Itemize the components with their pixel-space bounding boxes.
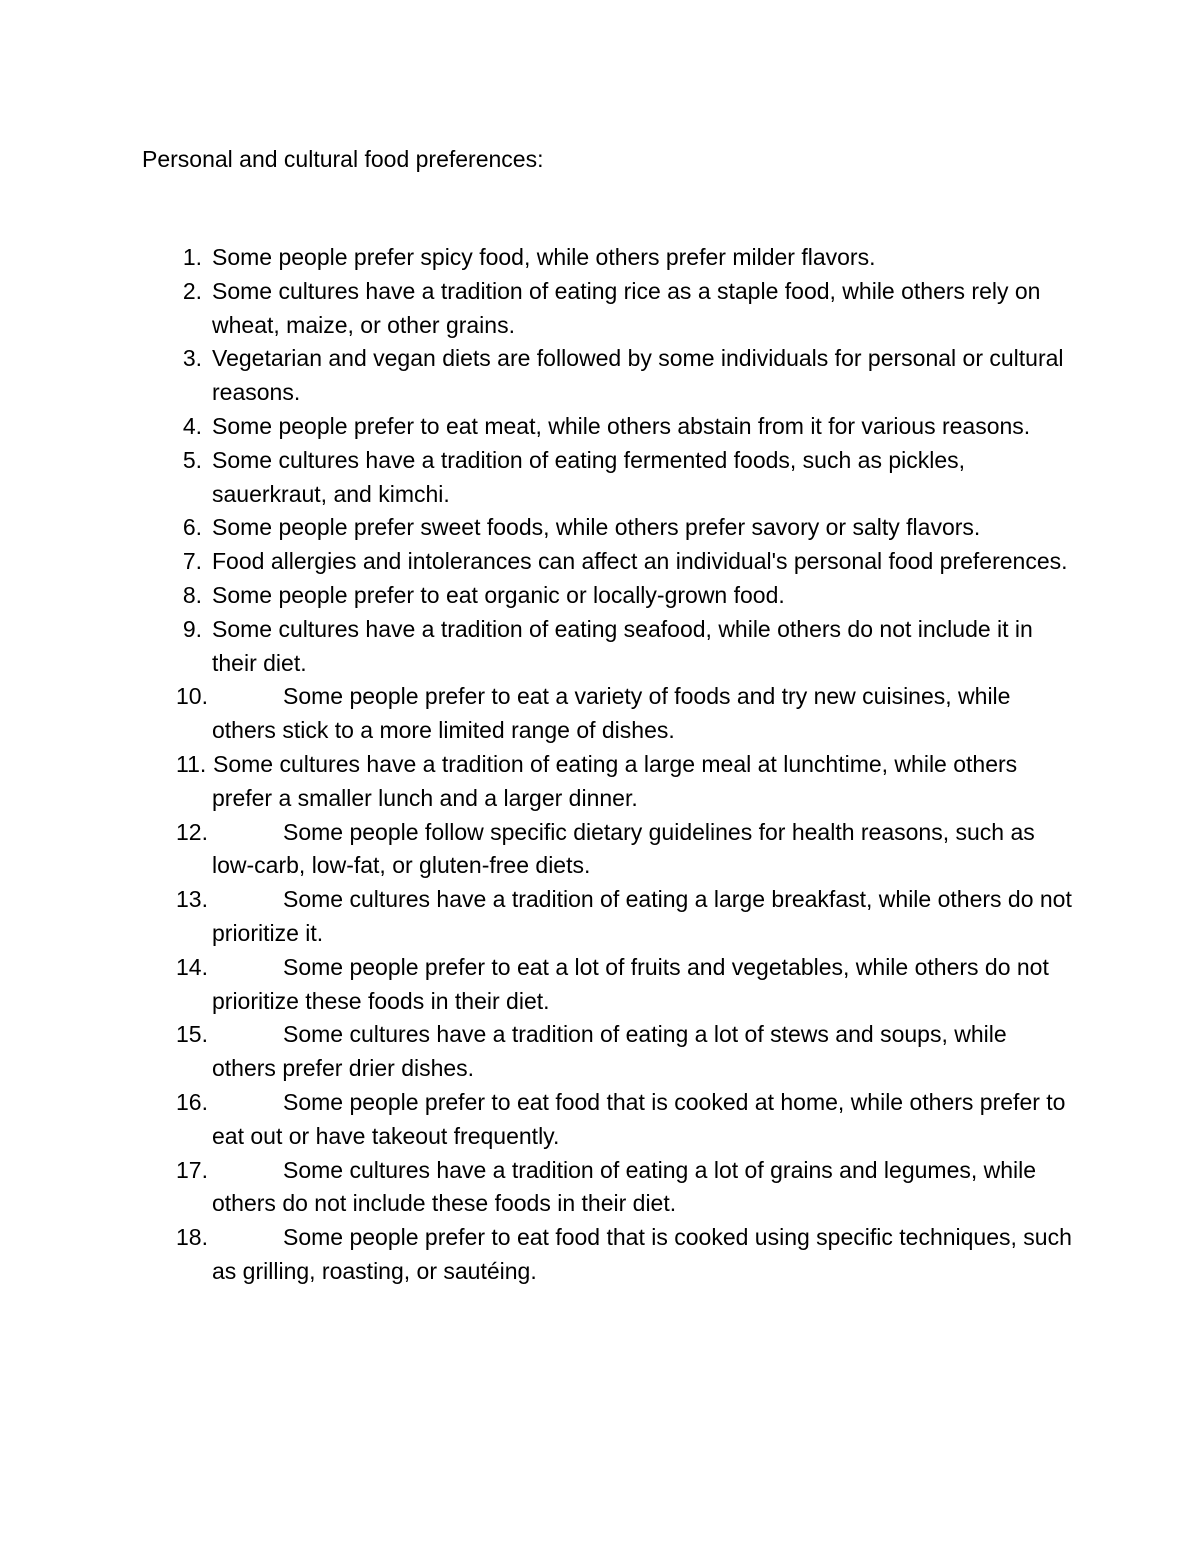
list-item	[0, 1018, 1200, 1086]
list-item	[0, 680, 1200, 748]
list-item-text: Some cultures have a tradition of eating a large breakfast, while others do not prioritize it.	[212, 886, 1072, 946]
list-item	[0, 1221, 1200, 1289]
list-item-text: Vegetarian and vegan diets are followed by some individuals for personal or cultural reasons.	[212, 345, 1064, 406]
list-item-text: Some people prefer to eat a lot of fruits and vegetables, while others do not prioritize these foods in their diet.	[212, 953, 1049, 1014]
list-item-text: Some people prefer to eat meat, while others abstain from it for various reasons.	[212, 412, 1031, 439]
list-item-number: 8.	[182, 581, 202, 608]
preferences-list	[0, 241, 1200, 1289]
list-item-text: Some people prefer spicy food, while others prefer milder flavors.	[212, 244, 876, 270]
list-item	[0, 816, 1200, 884]
list-item-number: 5.	[182, 446, 202, 473]
list-item	[0, 444, 1200, 512]
list-item-text: Some people prefer to eat organic or locally-grown food.	[212, 581, 785, 608]
list-item-number: 4.	[182, 412, 202, 439]
list-item-number: 11.	[176, 750, 207, 777]
list-item	[0, 883, 1200, 951]
list-item-number: 16.	[176, 1088, 208, 1115]
list-item-text: Some people prefer to eat food that is cooked using specific techniques, such as grilling, roasting, or sautéing.	[212, 1224, 1072, 1284]
list-item-text: Some people prefer to eat a variety of foods and try new cuisines, while others stick to a more limited range of dishes.	[212, 683, 1011, 744]
list-item-number: 3.	[182, 345, 202, 372]
list-item-number: 1.	[182, 244, 202, 270]
list-item	[0, 613, 1200, 681]
list-item-number: 6.	[182, 514, 202, 541]
list-item	[0, 275, 1200, 343]
list-item-text: Some people prefer to eat food that is cooked at home, while others prefer to eat out or have takeout frequently.	[212, 1088, 1066, 1149]
list-item	[0, 579, 1200, 613]
list-item-number: 17.	[176, 1156, 208, 1183]
list-item-number: 9.	[182, 615, 202, 642]
list-item-text: Some cultures have a tradition of eating seafood, while others do not include it in their diet.	[212, 615, 1033, 676]
list-item-text: Food allergies and intolerances can affect an individual's personal food preferences.	[212, 548, 1068, 575]
list-item	[0, 545, 1200, 579]
list-item-number: 12.	[176, 818, 208, 845]
list-item-text: Some cultures have a tradition of eating rice as a staple food, while others rely on wheat, maize, or other grains.	[212, 277, 1041, 338]
list-item-text: Some cultures have a tradition of eating a lot of stews and soups, while others prefer drier dishes.	[212, 1021, 1007, 1082]
list-item-number: 18.	[176, 1224, 208, 1251]
list-item-number: 2.	[182, 277, 202, 304]
list-item	[0, 1086, 1200, 1154]
list-item	[0, 241, 1200, 275]
list-item-number: 13.	[176, 886, 208, 913]
list-item-number: 14.	[176, 953, 208, 980]
list-item	[0, 1154, 1200, 1222]
list-item-text: Some cultures have a tradition of eating fermented foods, such as pickles, sauerkraut, and kimchi.	[212, 446, 966, 507]
document-title: Personal and cultural food preferences:	[142, 146, 544, 172]
list-item	[0, 748, 1200, 816]
list-item-text: Some cultures have a tradition of eating a large meal at lunchtime, while others prefer a smaller lunch and a larger dinner.	[212, 750, 1018, 811]
list-item-text: Some people prefer sweet foods, while others prefer savory or salty flavors.	[212, 514, 981, 541]
list-item	[0, 951, 1200, 1019]
list-item	[0, 511, 1200, 545]
list-item-number: 10.	[176, 683, 208, 710]
list-item-number: 7.	[182, 548, 202, 575]
list-item-text: Some people follow specific dietary guidelines for health reasons, such as low-carb, low-fat, or gluten-free diets.	[212, 818, 1035, 879]
list-item-text: Some cultures have a tradition of eating a lot of grains and legumes, while others do not include these foods in their diet.	[212, 1156, 1037, 1217]
list-item	[0, 410, 1200, 444]
list-item-number: 15.	[176, 1021, 208, 1048]
list-item	[0, 342, 1200, 410]
